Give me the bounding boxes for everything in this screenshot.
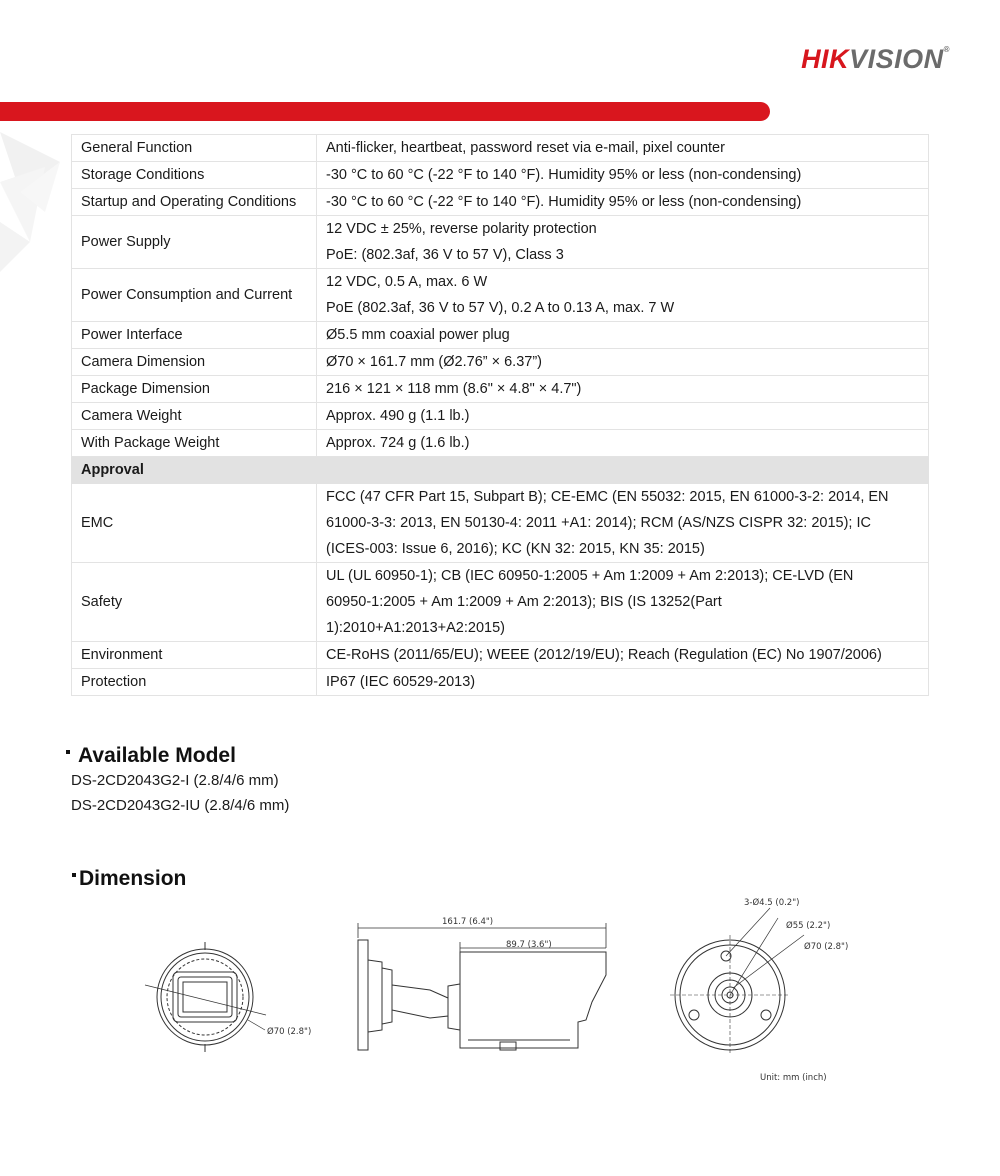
- table-row: [72, 403, 929, 430]
- spec-key: EMC: [72, 484, 317, 563]
- approval-header: Approval: [72, 457, 929, 484]
- spec-value: [317, 430, 929, 457]
- spec-key: Storage Conditions: [72, 162, 317, 189]
- logo-gray-text: VISION: [849, 44, 944, 74]
- base-view-drawing: [670, 908, 804, 1055]
- spec-value-line: 216 × 121 × 118 mm (8.6" × 4.8" × 4.7"): [326, 381, 582, 397]
- spec-value: [317, 349, 929, 376]
- spec-value: [317, 269, 929, 322]
- model-item: DS-2CD2043G2-I (2.8/4/6 mm): [71, 772, 279, 789]
- spec-value-line: Approx. 490 g (1.1 lb.): [326, 408, 470, 424]
- spec-value: [317, 563, 929, 642]
- spec-key: General Function: [72, 135, 317, 162]
- table-row: [72, 162, 929, 189]
- header-accent-bar: [0, 102, 770, 121]
- spec-value-line: 12 VDC ± 25%, reverse polarity protection: [326, 221, 597, 237]
- spec-key: With Package Weight: [72, 430, 317, 457]
- table-row: [72, 135, 929, 162]
- dimension-title: [72, 866, 186, 892]
- spec-value-line: -30 °C to 60 °C (-22 °F to 140 °F). Humidity 95% or less (non-condensing): [326, 167, 802, 183]
- table-row: [72, 216, 929, 269]
- table-row: [72, 669, 929, 696]
- brand-logo: [801, 46, 950, 73]
- spec-value-line: CE-RoHS (2011/65/EU); WEEE (2012/19/EU); Reach (Regulation (EC) No 1907/2006): [326, 647, 882, 663]
- side-view-drawing: [358, 923, 606, 1050]
- spec-value-line: Ø70 × 161.7 mm (Ø2.76” × 6.37”): [326, 354, 542, 370]
- spec-value: [317, 135, 929, 162]
- table-row: [72, 430, 929, 457]
- spec-key: Camera Weight: [72, 403, 317, 430]
- table-row: [72, 269, 929, 322]
- available-model-title: [66, 743, 236, 769]
- spec-value: [317, 403, 929, 430]
- spec-value: [317, 642, 929, 669]
- spec-value: [317, 162, 929, 189]
- spec-key: Safety: [72, 563, 317, 642]
- dimension-title-text: Dimension: [79, 867, 187, 890]
- spec-key: Package Dimension: [72, 376, 317, 403]
- spec-value: [317, 669, 929, 696]
- table-row: [72, 484, 929, 563]
- bullet-icon: [72, 873, 76, 877]
- dimension-drawing: [130, 890, 870, 1090]
- table-row: [72, 376, 929, 403]
- side-total-length-label: 161.7 (6.4"): [442, 917, 494, 927]
- spec-value-line: 12 VDC, 0.5 A, max. 6 W: [326, 274, 488, 290]
- table-row: [72, 189, 929, 216]
- available-model-title-text: Available Model: [78, 744, 236, 767]
- table-row: [72, 349, 929, 376]
- side-body-length-label: 89.7 (3.6"): [506, 940, 552, 950]
- front-view-drawing: [145, 942, 266, 1052]
- unit-note: Unit: mm (inch): [760, 1073, 827, 1083]
- table-row: [72, 322, 929, 349]
- spec-key: Power Interface: [72, 322, 317, 349]
- spec-key: Environment: [72, 642, 317, 669]
- spec-value-line: Ø5.5 mm coaxial power plug: [326, 327, 510, 343]
- spec-key: Power Supply: [72, 216, 317, 269]
- logo-red-text: HIK: [801, 44, 850, 74]
- logo-registered-mark: ®: [943, 45, 950, 54]
- spec-key: Protection: [72, 669, 317, 696]
- model-item: DS-2CD2043G2-IU (2.8/4/6 mm): [71, 797, 290, 814]
- base-outer-diameter-label: Ø70 (2.8"): [804, 942, 849, 952]
- spec-key: Power Consumption and Current: [72, 269, 317, 322]
- spec-value-line: (ICES-003: Issue 6, 2016); KC (KN 32: 2015, KN 35: 2015): [326, 541, 705, 557]
- spec-value-line: Anti-flicker, heartbeat, password reset via e-mail, pixel counter: [326, 140, 725, 156]
- spec-value-line: 60950-1:2005 + Am 1:2009 + Am 2:2013); BIS (IS 13252(Part: [326, 594, 722, 610]
- table-row: [72, 642, 929, 669]
- spec-value-line: 61000-3-3: 2013, EN 50130-4: 2011 +A1: 2014); RCM (AS/NZS CISPR 32: 2015); IC: [326, 515, 871, 531]
- base-holes-label: 3-Ø4.5 (0.2"): [744, 898, 800, 908]
- spec-value-line: FCC (47 CFR Part 15, Subpart B); CE-EMC (EN 55032: 2015, EN 61000-3-2: 2014, EN: [326, 489, 889, 505]
- spec-value-line: -30 °C to 60 °C (-22 °F to 140 °F). Humidity 95% or less (non-condensing): [326, 194, 802, 210]
- bullet-icon: [66, 750, 70, 754]
- spec-key: Camera Dimension: [72, 349, 317, 376]
- spec-value-line: 1):2010+A1:2013+A2:2015): [326, 620, 505, 636]
- spec-value: [317, 322, 929, 349]
- spec-value-line: PoE: (802.3af, 36 V to 57 V), Class 3: [326, 247, 564, 263]
- base-inner-diameter-label: Ø55 (2.2"): [786, 921, 831, 931]
- spec-value-line: UL (UL 60950-1); CB (IEC 60950-1:2005 + Am 1:2009 + Am 2:2013); CE-LVD (EN: [326, 568, 854, 584]
- spec-value-line: PoE (802.3af, 36 V to 57 V), 0.2 A to 0.13 A, max. 7 W: [326, 300, 675, 316]
- front-diameter-label: Ø70 (2.8"): [267, 1027, 312, 1037]
- spec-table: [71, 134, 929, 696]
- spec-value-line: IP67 (IEC 60529-2013): [326, 674, 476, 690]
- spec-key: Startup and Operating Conditions: [72, 189, 317, 216]
- spec-value: [317, 189, 929, 216]
- watermark-graphic: [0, 122, 80, 282]
- spec-value-line: Approx. 724 g (1.6 lb.): [326, 435, 470, 451]
- table-section-header: [72, 457, 929, 484]
- spec-value: [317, 376, 929, 403]
- spec-value: [317, 484, 929, 563]
- spec-value: [317, 216, 929, 269]
- table-row: [72, 563, 929, 642]
